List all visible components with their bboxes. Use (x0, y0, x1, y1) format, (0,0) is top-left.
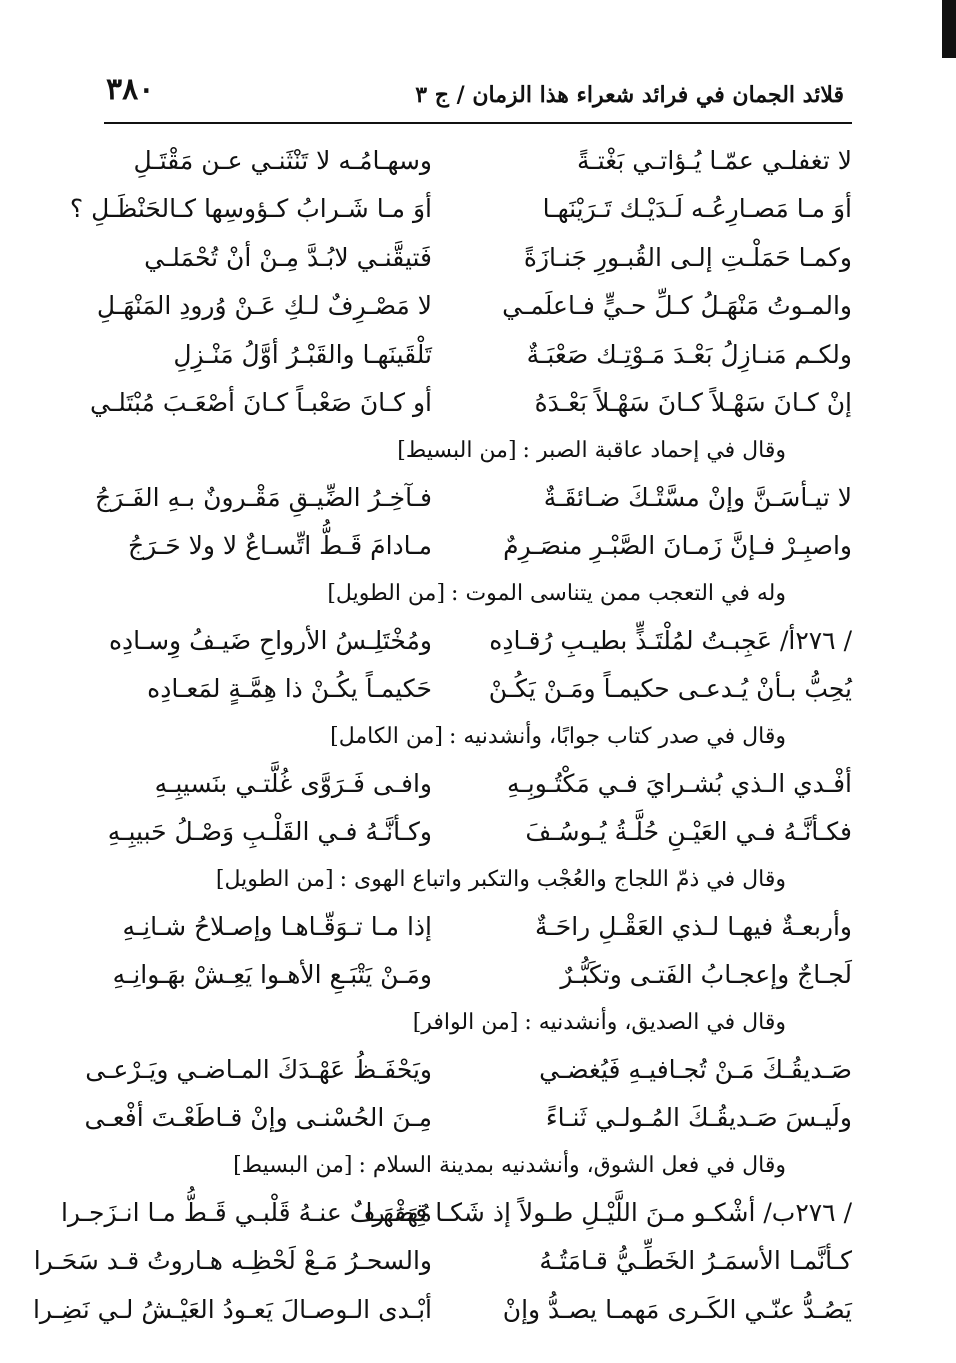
running-title: قلائد الجمان في فرائد شعراء هذا الزمان / ج ٣ (415, 82, 844, 108)
meter-label: [من البسيط] (397, 437, 517, 463)
verse-line (104, 233, 852, 282)
second-hemistich: وسهـامُـه لا تَنْثَنـي عـن مَقْتَـلِ (133, 145, 432, 175)
intro-text: وقال في صدر كتاب جوابًا، وأنشدنيه : (448, 723, 786, 749)
poem-intro (104, 713, 852, 759)
second-hemistich: ومُخْتَلِـسُ الأرواحِ ضَيـفُ وِسـادِه (108, 625, 432, 655)
second-hemistich: مِـنَ الحُسْنـى وإنْ قـاطَعْـتَ أفْعـى (84, 1103, 432, 1133)
second-hemistich: ومَـنْ يَتْبَـعِ الأهـوا يَعِـشْ بهَـوانِـهِ (112, 960, 432, 990)
first-hemistich: لَجـاجٌ وإعجـابُ الفَتـى وتكَبُّـرٌ (560, 960, 852, 990)
verse-line (104, 808, 852, 857)
verse-line (104, 665, 852, 714)
intro-text: وله في التعجب ممن يتناسى الموت : (451, 580, 786, 606)
poem-section (84, 999, 852, 1142)
verse-line (104, 616, 852, 665)
first-hemistich: كـأنَّمـا الأسمَـرُ الخَطِّـيُّ قـامَتُـهُ (539, 1246, 852, 1276)
second-hemistich: حَكيمـاً يكُـنْ ذا هِمَّـةٍ لمَعـادِه (147, 674, 432, 704)
first-hemistich: يَصُـدُّ عنّـي الكَـرى مَهمـا يصـدُّ وإنْ (502, 1294, 852, 1324)
poem-body (32, 136, 852, 1334)
verse-line (96, 282, 852, 331)
first-hemistich: وكمـا حَمَلْـتِ إلـى القُبـورِ جَنـازَةً (523, 242, 852, 272)
verse-line (69, 185, 852, 234)
first-hemistich: / ٢٧٦أ/ عَجِبـتُ لمُلْتَـذٍّ بطيـبِ رُقـادِه (489, 625, 852, 655)
verse-line (60, 1188, 852, 1237)
meter-label: [من الطويل] (327, 580, 446, 606)
first-hemistich: وأربعـةٌ فيهـا لـذي العَقْـلِ راحَـةٌ (535, 911, 852, 941)
second-hemistich: أبْـدى الـوصـالَ يَعـودُ العَيْـشُ لـي نَضِـرا (32, 1294, 432, 1324)
verse-line (104, 330, 852, 379)
first-hemistich: صَـديقُـكَ مَـنْ تُجـافيـهِ فَيُغضـي (539, 1054, 852, 1084)
verse-line (95, 473, 852, 522)
first-hemistich: واصبِـرْ فـإنَّ زَمـانَ الصَّبْـرِ منصَـرِمٌ (503, 531, 852, 561)
second-hemistich: وافـى فَـرَوَّى غُلَّتـي بنَسيبِـهِ (154, 768, 432, 798)
poem-section (95, 427, 852, 570)
first-hemistich: أوَ مـا مَصـارِعُـه لَـدَيْـك تَـرَيْنَهـا (542, 194, 852, 224)
first-hemistich: ولكـم مَنـازِلُ بَعْـدَ مَـوْتِـك صَعْبَـةٌ (526, 339, 852, 369)
first-hemistich: والمـوتُ مَنْهَـلُ كـلِّ حـيٍّ فـاعلَمـي (502, 291, 852, 321)
verse-line (84, 1094, 852, 1143)
poem-intro (104, 999, 852, 1045)
second-hemistich: فَتيقَّنـي لابُـدَّ مِـنْ أنْ تُحْمَلـي (144, 242, 432, 272)
first-hemistich: لا تيـأسَـنَّ وإنْ مسَّتْـكَ ضـائقَـةٌ (543, 482, 852, 512)
page-edge-mark (942, 0, 956, 58)
poem-intro (104, 570, 852, 616)
second-hemistich: مُهَفْهَـفٌ عنـهُ قَلْبـي قَـطُّ مـا انـزَجـرا (60, 1197, 432, 1227)
poem-section (32, 1142, 852, 1334)
verse-line (104, 951, 852, 1000)
second-hemistich: ويَحْفَـظُ عَهْـدَكَ المـاضـي ويَـرْعـى (85, 1054, 432, 1084)
poem-section (69, 136, 852, 427)
page-number: ٣٨٠ (106, 72, 155, 107)
poem-intro (104, 856, 852, 902)
intro-text: وقال في فعل الشوق، وأنشدنيه بمدينة السلام : (358, 1152, 786, 1178)
poem-section (104, 856, 852, 999)
header-rule (104, 122, 852, 124)
second-hemistich: والسحـرُ مَـعْ لَحْظِـه هـاروتُ قـد سَحَـرا (33, 1246, 432, 1276)
second-hemistich: أوَ مـا شَـرابُ كـؤوسِها كـالحَنْظَـلِ ؟ (69, 194, 432, 224)
second-hemistich: وكـأنَّـهُ فـي القَلْـبِ وَصْـلُ حَبيبِـهِ (107, 817, 432, 847)
second-hemistich: تَلْقَينَهـا والقَبْـرُ أوَّلُ مَنْـزِلِ (173, 339, 432, 369)
poem-intro (104, 1142, 852, 1188)
verse-line (32, 1285, 852, 1334)
second-hemistich: إذا مـا تـوَقّـاهـا وإصـلاحُ شـانِـهِ (122, 911, 432, 941)
verse-line (90, 379, 852, 428)
intro-text: وقال في ذمّ اللجاج والعُجْب والتكبر واتباع الهوى : (339, 866, 786, 892)
second-hemistich: لا مَصْـرِفٌ لـكِ عَـنْ وُرودِ المَنْهَـلِ (96, 291, 432, 321)
meter-label: [من الطويل] (215, 866, 334, 892)
poem-section (104, 713, 852, 856)
poem-intro (104, 427, 852, 473)
intro-text: وقال في إحماد عاقبة الصبر : (522, 437, 786, 463)
first-hemistich: لا تغفلـي عمّـا يُـؤاتـي بَغْتـةً (576, 145, 852, 175)
poem-section (104, 570, 852, 713)
first-hemistich: ولَيـسَ صَـديقُـكَ المُـولـي ثَنـاءً (545, 1103, 852, 1133)
verse-line (104, 759, 852, 808)
first-hemistich: إنْ كـانَ سَهْـلاً كـانَ سَهْـلاً بَعْـدَهُ (534, 388, 852, 418)
first-hemistich: يُحِبُّ بـأنْ يُـدعـى حكيمـاً ومَـنْ يَكُـنْ (488, 674, 852, 704)
first-hemistich: أفْـدي الـذي بُشـرايَ فـي مَكْتُـوبِـهِ (507, 768, 852, 798)
second-hemistich: مـادامَ قَـطُّ اتِّسـاعٌ لا ولا حَـرَجُ (128, 531, 432, 561)
meter-label: [من الكامل] (330, 723, 443, 749)
meter-label: [من الوافر] (412, 1009, 519, 1035)
intro-text: وقال في الصديق، وأنشدنيه : (524, 1009, 786, 1035)
verse-line (104, 136, 852, 185)
second-hemistich: أو كـانَ صَعْبـاً كـانَ أصْعَـبَ مُبْتَلـي (90, 388, 432, 418)
verse-line (104, 902, 852, 951)
verse-line (85, 1045, 852, 1094)
first-hemistich: / ٢٧٦ب/ أشْكـو مـنَ اللَّيْـلِ طـولاً إذ شَكـا قِصَـرا (365, 1197, 852, 1227)
meter-label: [من البسيط] (233, 1152, 353, 1178)
verse-line (33, 1237, 852, 1286)
verse-line (104, 522, 852, 571)
first-hemistich: فكـأنَّـهُ فـي العَيْـنِ حُلَّـةُ يُـوسُـفَ (525, 817, 852, 847)
second-hemistich: فـآخِـرُ الضِّيـقِ مَقْـرونٌ بـهِ الفَـرَجُ (95, 482, 432, 512)
